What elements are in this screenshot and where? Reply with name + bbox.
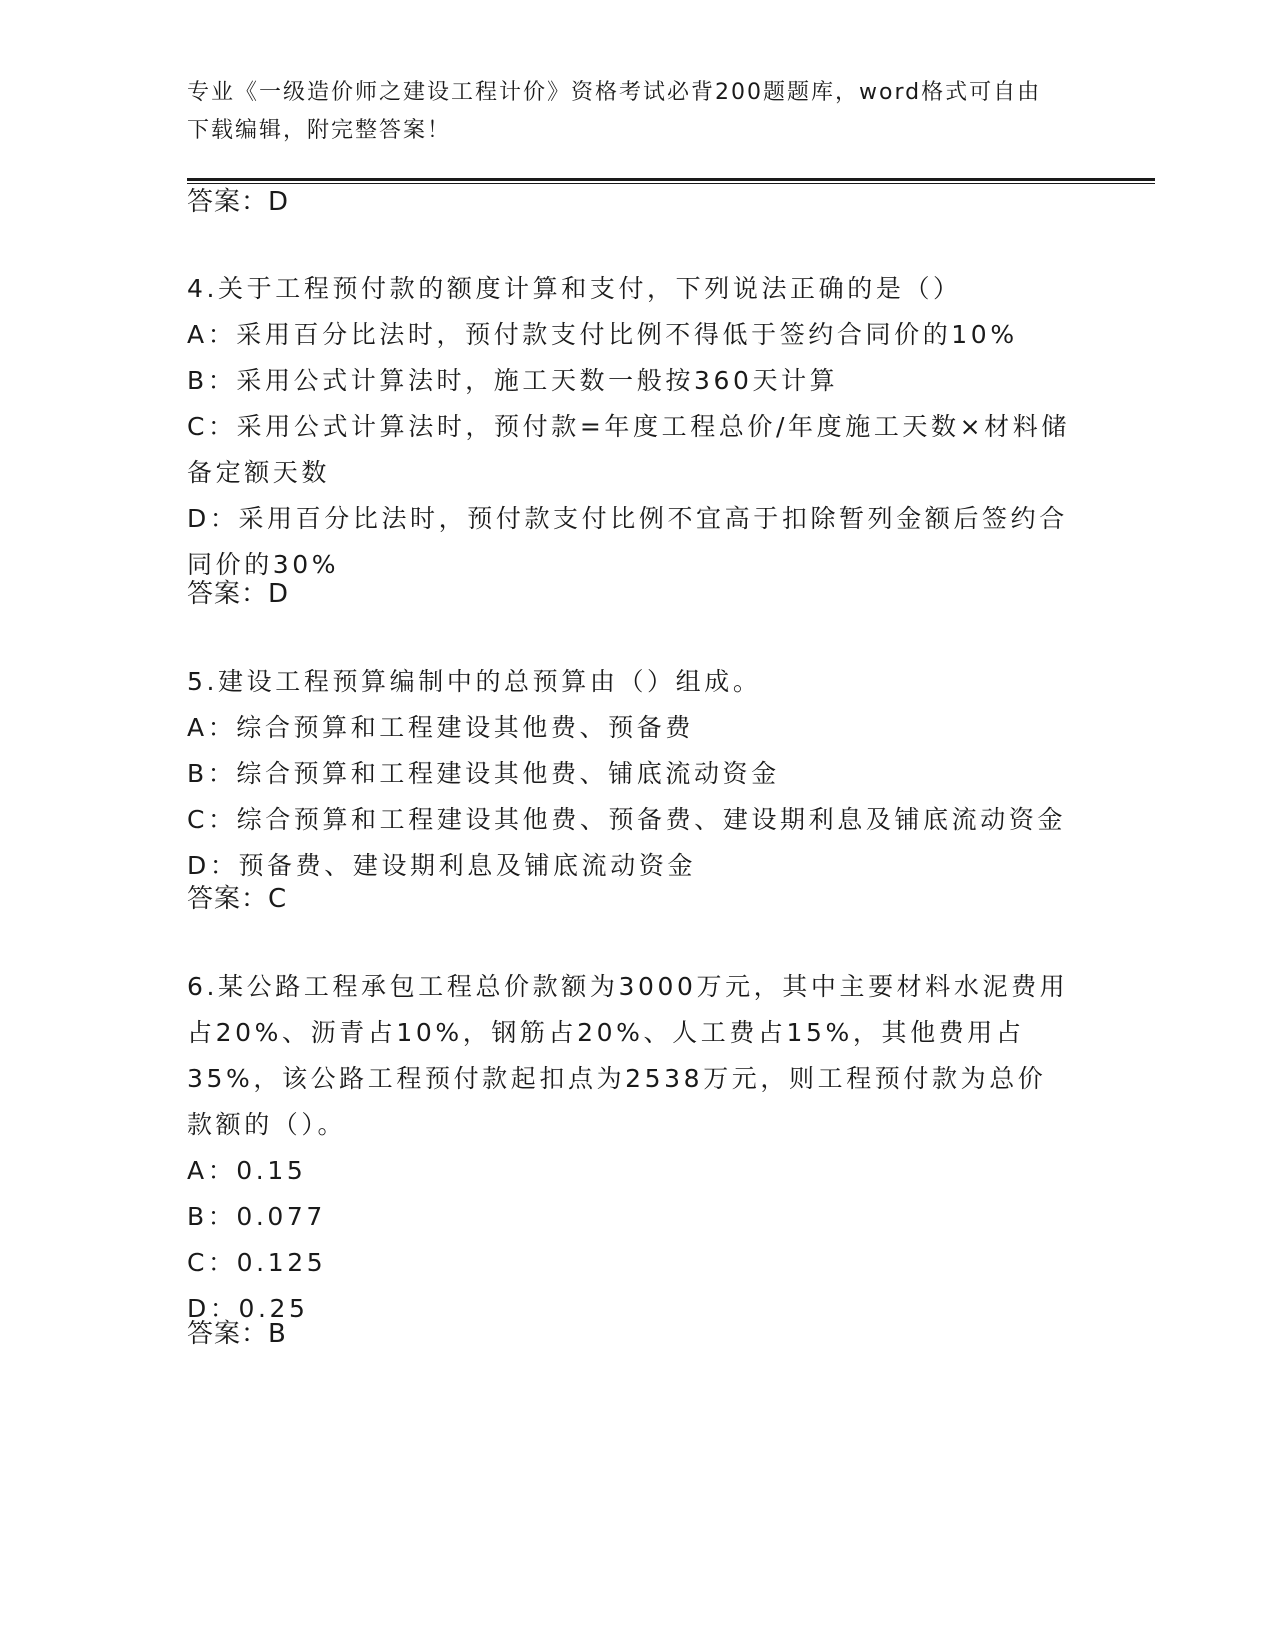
option-a: A：采用百分比法时，预付款支付比例不得低于签约合同价的10%: [187, 320, 1018, 349]
document-header: [187, 74, 1087, 150]
question-6-answer: 答案：B: [187, 1319, 287, 1349]
header-divider-thick: [187, 178, 1155, 181]
option-b: B：综合预算和工程建设其他费、铺底流动资金: [187, 759, 780, 788]
option-c: C：采用公式计算法时，预付款=年度工程总价/年度施工天数×材料储备定额天数: [187, 412, 1070, 487]
question-4-answer: 答案：D: [187, 579, 290, 609]
option-b: B：0.077: [187, 1202, 326, 1231]
header-line-2: 下载编辑，附完整答案！: [187, 118, 452, 143]
question-stem: 4.关于工程预付款的额度计算和支付，下列说法正确的是（）: [187, 274, 962, 303]
option-c: C：综合预算和工程建设其他费、预备费、建设期利息及铺底流动资金: [187, 805, 1067, 834]
question-stem: 6.某公路工程承包工程总价款额为3000万元，其中主要材料水泥费用占20%、沥青占10%，钢筋占20%、人工费占15%，其他费用占35%，该公路工程预付款起扣点为2538万元，则工程预付款为总价款额的（）。: [187, 972, 1069, 1139]
option-a: A：0.15: [187, 1156, 307, 1185]
question-stem: 5.建设工程预算编制中的总预算由（）组成。: [187, 667, 762, 696]
prev-question-answer: 答案：D: [187, 187, 290, 217]
question-4: [187, 266, 1072, 588]
header-line-1: 专业《一级造价师之建设工程计价》资格考试必背200题题库，word格式可自由: [187, 80, 1042, 105]
option-d: D：0.25: [187, 1294, 309, 1323]
question-6: [187, 964, 1072, 1332]
option-c: C：0.125: [187, 1248, 327, 1277]
header-divider-thin: [187, 183, 1155, 184]
option-d: D：采用百分比法时，预付款支付比例不宜高于扣除暂列金额后签约合同价的30%: [187, 504, 1068, 579]
question-5-answer: 答案：C: [187, 884, 288, 914]
option-b: B：采用公式计算法时，施工天数一般按360天计算: [187, 366, 839, 395]
option-a: A：综合预算和工程建设其他费、预备费: [187, 713, 694, 742]
option-d: D：预备费、建设期利息及铺底流动资金: [187, 851, 697, 880]
question-5: [187, 659, 1072, 889]
